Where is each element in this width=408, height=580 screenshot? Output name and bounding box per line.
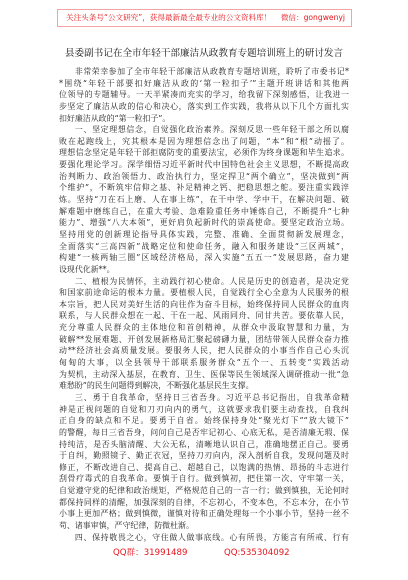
qq-number: QQ:535304092 — [224, 548, 290, 558]
text-line: 二、植根为民情怀，主动践行初心使命。人民是历史的创造者，是决定党 — [74, 276, 349, 286]
text-line: 坚持用党的创新理论指导具体实践，完整、准确、全面贯彻新发展理念， — [59, 229, 349, 239]
promo-banner — [57, 9, 352, 27]
text-line: 和国家前途命运的根本力量。要植根人民，自觉践行全心全意为人民服务的根 — [59, 288, 349, 298]
text-line: 全面落实“三高四新”战略定位和使命任务，融入和服务建设“三区两城”， — [59, 241, 349, 251]
text-line: 的警醒，每日三省吾身，问问自己是否牢记初心、心底无私，是否清廉无瑕、保 — [59, 427, 349, 437]
text-line: 败在起跑线上，究其根本是因为理想信念出了问题，“本”和“根”动摇了。 — [59, 136, 349, 146]
text-line: 动**经济社会高质量发展。要服务人民，把人民群众的小事当作自己心头沉 — [59, 346, 349, 356]
document-body — [59, 66, 349, 543]
text-line: 破解**发展难题、开创发展新格局汇聚起磅礴力量，团结带领人民群众奋力推 — [59, 334, 349, 344]
text-line: 为契机，主动深入基层，在教育、卫生、医保等民生领域深入调研推动一批“急 — [59, 369, 349, 379]
text-line: 理想信念坚定是年轻干部拒腐防变的重要法宝，必须作为终身课题和毕生追求。 — [59, 148, 349, 158]
text-line: 难愁盼”的民生问题得到解决，不断强化基层民生支撑。 — [59, 381, 254, 391]
text-line: 能力”、增强“八大本领”，更好肩负起新时代的崇高使命。要坚定政治立场。 — [59, 218, 349, 228]
text-line: 设现代化新**。 — [59, 264, 115, 274]
paragraph — [59, 532, 349, 544]
text-line: 苟、诸事审慎，严守纪律，防微杜渐。 — [59, 520, 194, 530]
paragraph — [59, 392, 349, 532]
paragraph — [59, 276, 349, 392]
text-line: 充分尊重人民群众的主体地位和首创精神，从群众中汲取智慧和力量，为 — [59, 323, 349, 333]
text-line: 神是正视问题的自觉和刀刃向内的勇气，这就要求我们要主动查找，自我纠 — [59, 404, 349, 414]
qq-group-number: QQ群：31991489 — [113, 548, 188, 558]
text-line: 扣好廉洁从政的“第一粒扣子”。 — [59, 113, 171, 123]
text-line: 甸甸的大事，以全县领导干部联系服务群众“五个一、五转变”实践活动 — [59, 358, 349, 368]
text-line: 治判断力、政治领悟力、政治执行力，坚定捍卫“两个确立”，坚决做到“两 — [59, 171, 349, 181]
text-line: 四、保持敬畏之心，守住做人做事底线。心有所畏，方能言有所戒、行有 — [74, 532, 349, 542]
text-line: *围绕“年轻干部要扣好廉洁从政的‘第一粒扣子’”主题开班讲话和其他两 — [59, 78, 349, 88]
text-line: 步坚定了廉洁从政的信心和决心，落实到工作实践，我将从以下几个方面扎实 — [59, 101, 349, 111]
text-line: 都保持同样的清醒，加强深刻的自律，不忘初心，不变本色，不忘本分，在小节 — [59, 497, 349, 507]
text-line: 修正，不断改进自己、提高自己、超越自己，以饱满的热情、昂扬的斗志进行 — [59, 462, 349, 472]
text-line: 非常荣幸参加了全市年轻干部廉洁从政教育专题培训班，聆听了市委书记* — [74, 67, 349, 76]
text-line: 于自纠，勤照镜子、勤正衣冠，坚持刀刃向内，深入剖析自我，发现问题及时 — [59, 451, 349, 461]
text-line: 联系，与人民群众想在一起、干在一起、风雨同舟、同甘共苦。要依靠人民， — [59, 311, 349, 321]
text-line: 三、勇于自我革命，坚持日三省吾身。习近平总书记指出，自我革命精 — [74, 392, 349, 402]
text-line: 本宗旨，把人民对美好生活的向往作为奋斗目标，始终保持同人民群众的血肉 — [59, 299, 349, 309]
text-line: 炼。坚持“刀在石上磨、人在事上练”，在干中学、学中干，在解决问题、破 — [59, 195, 349, 205]
text-line: 构建“一核两轴三圈”区域经济格局，深入实施“五五一”发展思路，奋力建 — [59, 253, 349, 263]
text-line: 自觉遵守党的纪律和政治规矩，严格规范自己的一言一行；做到慎独，无论何时 — [59, 486, 349, 496]
text-line: 解难题中磨练自己，在重大考验、急难险重任务中锤炼自己，不断提升“七种 — [59, 206, 349, 216]
paragraph — [59, 124, 349, 275]
wechat-id: 微信：gongwenyj — [280, 13, 345, 22]
promo-text: 关注头条号“公文研究”，获得最新最全最专业的公文资料库！ — [66, 13, 272, 22]
text-line: 正自身的缺点和不足。要勇于自省。始终保持身处“聚光灯下”“放大镜下” — [59, 416, 349, 426]
text-line: 要强化理论学习。深学细悟习近平新时代中国特色社会主义思想，不断提高政 — [59, 160, 349, 170]
text-line: 位领导的专题辅导。一天半紧凑而充实的学习，给我留下深刻感悟，让我进一 — [59, 90, 349, 100]
text-line: 一、坚定理想信念，自觉强化政治素养。深刻反思一些年轻干部之所以腐 — [74, 125, 349, 135]
paragraph — [59, 66, 349, 124]
text-line: 个维护”，不断筑牢信仰之基、补足精神之钙、把稳思想之舵。要注重实践淬 — [59, 183, 349, 193]
text-line: 刮骨疗毒式的自我革命。要慎于自行。做到慎初，把住第一次、守牢第一关， — [59, 474, 349, 484]
text-line: 持纯洁，是否头脑清醒、大公无私，清晰地认识自己，准确地摆正自己。要勇 — [59, 439, 349, 449]
text-line: 小事上更加严格；做到慎微，谨慎对待和正确处理每一个小事小节，坚持一丝不 — [59, 509, 349, 519]
document-title: 县委副书记在全市年轻干部廉洁从政教育专题培训班上的研讨发言 — [64, 48, 344, 59]
